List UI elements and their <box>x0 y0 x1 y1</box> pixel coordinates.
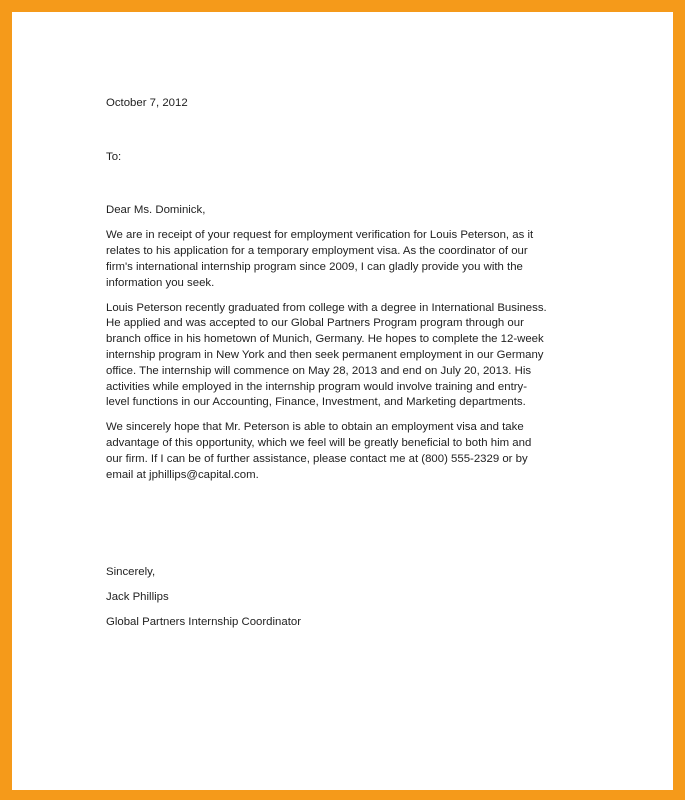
recipient-line: To: <box>106 150 122 163</box>
paragraph-background <box>106 301 581 412</box>
paragraph-line: Louis Peterson recently graduated from college with a degree in International Business. <box>106 301 547 314</box>
paragraph-line: branch office in his hometown of Munich, Germany. He hopes to complete the 12-week <box>106 333 544 346</box>
paragraph-line: email at jphillips@capital.com. <box>106 468 259 481</box>
letter-body <box>106 96 581 631</box>
paragraph-line: relates to his application for a temporary employment visa. As the coordinator of our <box>106 245 528 258</box>
paragraph-line: firm's international internship program since 2009, I can gladly provide you with the <box>106 260 523 273</box>
paragraph-request <box>106 228 581 291</box>
paragraph-line: He applied and was accepted to our Global Partners Program program through our <box>106 317 524 330</box>
paragraph-line: our firm. If I can be of further assistance, please contact me at (800) 555-2329 or by <box>106 452 528 465</box>
signer-title: Global Partners Internship Coordinator <box>106 615 302 628</box>
signer-name: Jack Phillips <box>106 591 169 604</box>
paragraph-line: level functions in our Accounting, Finance, Investment, and Marketing departments. <box>106 396 526 409</box>
paragraph-line: information you seek. <box>106 276 215 289</box>
letter-date: October 7, 2012 <box>106 97 188 109</box>
closing: Sincerely, <box>106 566 156 579</box>
letter-sheet <box>12 12 673 790</box>
paragraph-line: We sincerely hope that Mr. Peterson is able to obtain an employment visa and take <box>106 421 524 434</box>
paragraph-line: advantage of this opportunity, which we feel will be greatly beneficial to both him and <box>106 436 532 449</box>
paragraph-line: office. The internship will commence on May 28, 2013 and end on July 20, 2013. His <box>106 364 532 377</box>
paragraph-line: internship program in New York and then seek permanent employment in our Germany <box>106 348 544 361</box>
paragraph-line: We are in receipt of your request for employment verification for Louis Peterson, as it <box>106 229 534 242</box>
paragraph-line: activities while employed in the internship program would involve training and entry- <box>106 380 528 393</box>
salutation: Dear Ms. Dominick, <box>106 203 206 216</box>
paragraph-closing-remarks <box>106 420 581 483</box>
